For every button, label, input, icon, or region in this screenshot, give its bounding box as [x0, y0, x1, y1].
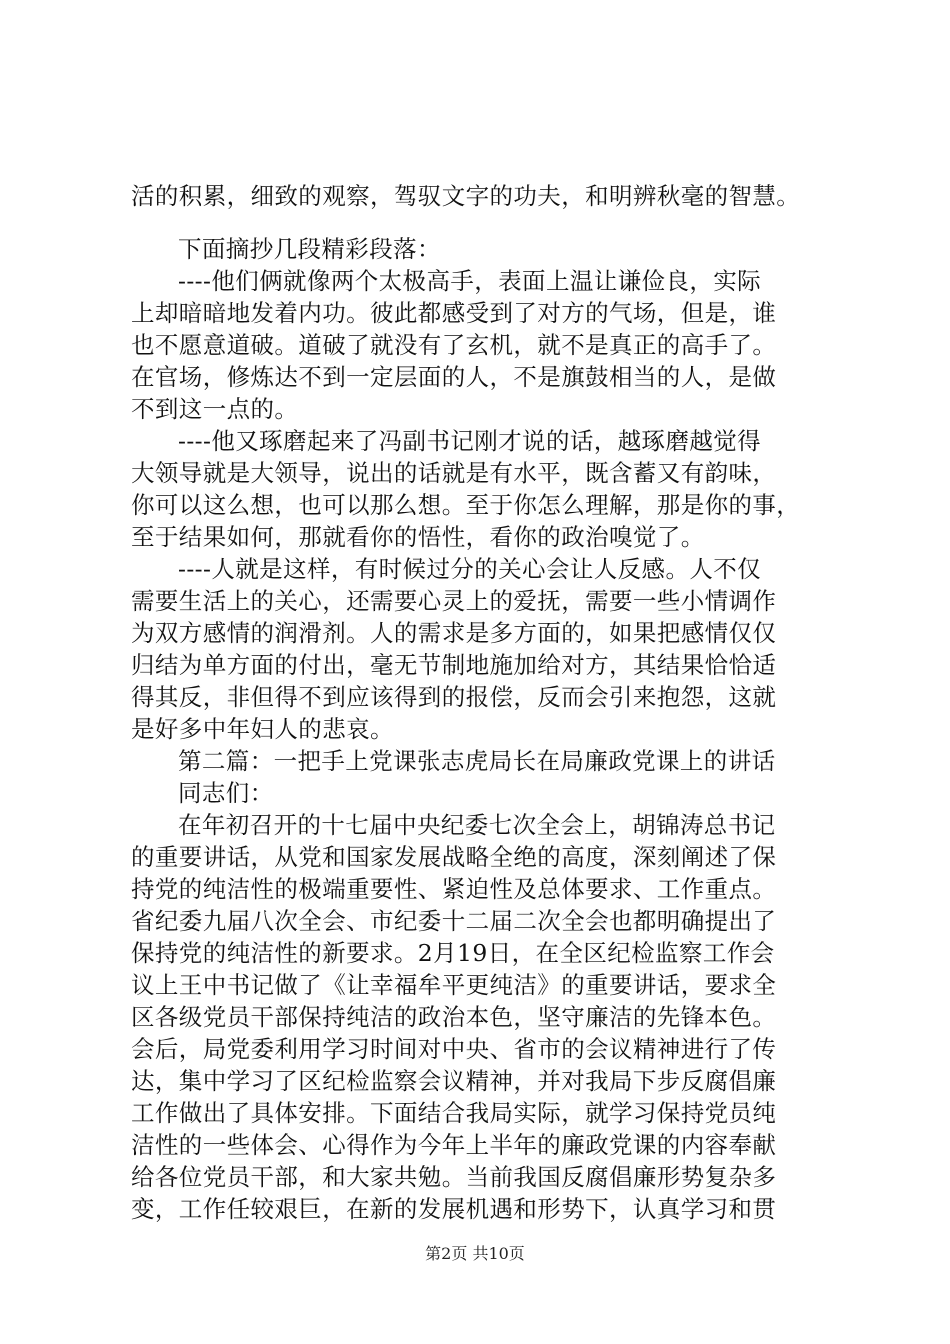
text-line: ----人就是这样，有时候过分的关心会让人反感。人不仅	[178, 555, 762, 583]
text-line: 变，工作任较艰巨，在新的发展机遇和形势下，认真学习和贯	[131, 1195, 777, 1223]
text-line: 会后，局党委利用学习时间对中央、省市的会议精神进行了传	[131, 1035, 777, 1063]
text-line: 给各位党员干部，和大家共勉。当前我国反腐倡廉形势复杂多	[131, 1163, 777, 1191]
text-line: 第二篇：一把手上党课张志虎局长在局廉政党课上的讲话	[178, 747, 776, 775]
text-line: 达，集中学习了区纪检监察会议精神，并对我局下步反腐倡廉	[131, 1067, 777, 1095]
text-line: 至于结果如何，那就看你的悟性，看你的政治嗅觉了。	[131, 523, 705, 551]
text-line: 议上王中书记做了《让幸福牟平更纯洁》的重要讲话，要求全	[131, 971, 777, 999]
page-footer: 第2页 共10页	[425, 1244, 525, 1263]
text-line: 洁性的一些体会、心得作为今年上半年的廉政党课的内容奉献	[131, 1131, 777, 1159]
text-line: 活的积累，细致的观察，驾驭文字的功夫，和明辨秋毫的智慧。	[131, 182, 801, 210]
text-line: 在年初召开的十七届中央纪委七次全会上，胡锦涛总书记	[178, 811, 776, 839]
text-line: 得其反，非但得不到应该得到的报偿，反而会引来抱怨，这就	[131, 683, 777, 711]
text-line: 你可以这么想，也可以那么想。至于你怎么理解，那是你的事，	[131, 491, 801, 519]
text-line: 在官场，修炼达不到一定层面的人，不是旗鼓相当的人，是做	[131, 363, 777, 391]
text-line: ----他又琢磨起来了冯副书记刚才说的话，越琢磨越觉得	[178, 427, 762, 455]
text-line: 是好多中年妇人的悲哀。	[131, 715, 394, 743]
text-line: 区各级党员干部保持纯洁的政治本色，坚守廉洁的先锋本色。	[131, 1003, 777, 1031]
text-line: 为双方感情的润滑剂。人的需求是多方面的，如果把感情仅仅	[131, 619, 777, 647]
text-line: 的重要讲话，从党和国家发展战略全绝的高度，深刻阐述了保	[131, 843, 777, 871]
text-line: 同志们：	[178, 779, 274, 807]
text-line: 保持党的纯洁性的新要求。2月19日，在全区纪检监察工作会	[131, 939, 775, 967]
text-line: 也不愿意道破。道破了就没有了玄机，就不是真正的高手了。	[131, 331, 777, 359]
intro-paragraph	[131, 180, 831, 212]
text-line: 持党的纯洁性的极端重要性、紧迫性及总体要求、工作重点。	[131, 875, 777, 903]
body-text	[131, 233, 831, 1225]
text-line: 下面摘抄几段精彩段落：	[178, 235, 441, 263]
text-line: 不到这一点的。	[131, 395, 299, 423]
text-line: 归结为单方面的付出，毫无节制地施加给对方，其结果恰恰适	[131, 651, 777, 679]
text-line: 省纪委九届八次全会、市纪委十二届二次全会也都明确提出了	[131, 907, 777, 935]
text-line: 上却暗暗地发着内功。彼此都感受到了对方的气场，但是，谁	[131, 299, 777, 327]
text-line: 大领导就是大领导，说出的话就是有水平，既含蓄又有韵味，	[131, 459, 777, 487]
text-line: 需要生活上的关心，还需要心灵上的爱抚，需要一些小情调作	[131, 587, 777, 615]
text-line: ----他们俩就像两个太极高手，表面上温让谦俭良，实际	[178, 267, 762, 295]
text-line: 工作做出了具体安排。下面结合我局实际，就学习保持党员纯	[131, 1099, 777, 1127]
